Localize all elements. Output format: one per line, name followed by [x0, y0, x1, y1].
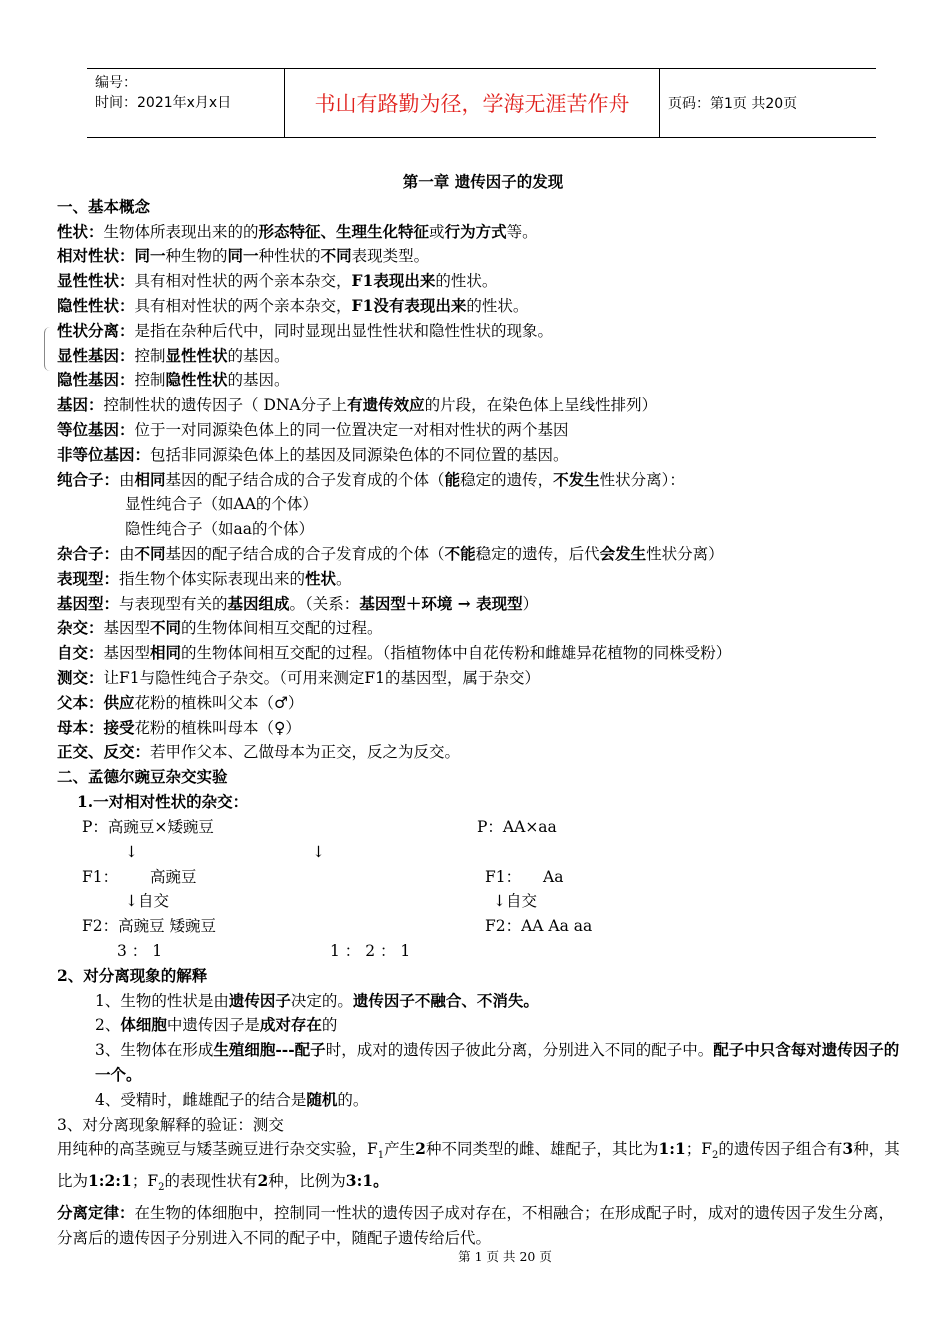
def-allele: 等位基因：位于一对同源染色体上的同一位置决定一对相对性状的两个基因: [57, 419, 569, 439]
cross-left-arrow: ↓: [125, 842, 138, 861]
def-male-parent: 父本：供应花粉的植株叫父本（♂）: [57, 692, 304, 712]
cross-right-ratio: 1 ： 2 ： 1: [330, 941, 411, 960]
verification-text: 用纯种的高茎豌豆与矮茎豌豆进行杂交实验，$F_1$产生2种不同类型的雌、雄配子，其比为1:1；$F_2$的遗传因子组合有3种，其比为1:2:1；$F_2$的表现性状有2种，比例为3:1。: [57, 1139, 900, 1194]
explanation-2: 2、体细胞中遗传因子是成对存在的: [95, 1015, 338, 1035]
header-motto: 书山有路勤为径，学海无涯苦作舟: [285, 69, 660, 137]
cross-left-ratio: 3 ： 1: [117, 941, 163, 960]
homozygote-recessive: 隐性纯合子（如aa的个体）: [125, 520, 314, 539]
number-label: 编号：: [95, 75, 137, 91]
def-genotype: 基因型：与表现型有关的基因组成。（关系：基因型＋环境 → 表现型）: [57, 593, 539, 613]
def-segregation: 性状分离：是指在杂种后代中，同时显现出显性性状和隐性性状的现象。: [57, 320, 554, 340]
def-recessive-gene: 隐性基因：控制隐性性状的基因。: [57, 370, 290, 390]
def-reciprocal-cross: 正交、反交：若甲作父本、乙做母本为正交，反之为反交。: [57, 742, 461, 762]
section-heading-1: 一、基本概念: [57, 196, 151, 216]
time-label: 时间：2021年x月x日: [95, 95, 232, 111]
cross-left-f1-value: 高豌豆: [150, 867, 197, 886]
def-trait: 性状：生物体所表现出来的的形态特征、生理生化特征或行为方式等。: [57, 221, 538, 241]
subheading-2: 2、对分离现象的解释: [57, 965, 208, 985]
cross-left-f1: F1：: [82, 867, 119, 886]
def-homozygote: 纯合子：由相同基因的配子结合成的合子发育成的个体（能稳定的遗传，不发生性状分离）：: [57, 469, 685, 489]
explanation-4: 4、受精时，雌雄配子的结合是随机的。: [95, 1089, 369, 1109]
explanation-1: 1、生物的性状是由遗传因子决定的。遗传因子不融合、不消失。: [95, 990, 539, 1010]
def-non-allele: 非等位基因：包括非同源染色体上的基因及同源染色体的不同位置的基因。: [57, 444, 569, 464]
document-body: [57, 170, 907, 1251]
def-dominant-trait: 显性性状：具有相对性状的两个亲本杂交，F1表现出来的性状。: [57, 271, 498, 291]
cross-left-self: ↓自交: [125, 891, 169, 910]
def-relative-trait: 相对性状：同一种生物的同一种性状的不同表现类型。: [57, 246, 430, 266]
subheading-3: 3、对分离现象解释的验证：测交: [57, 1115, 284, 1134]
cross-right-p: P：AA×aa: [477, 817, 557, 836]
section-heading-2: 二、孟德尔豌豆杂交实验: [57, 767, 228, 787]
def-phenotype: 表现型：指生物个体实际表现出来的性状。: [57, 568, 352, 588]
brace-symbol: [44, 327, 53, 371]
law-of-segregation: 分离定律：在生物的体细胞中，控制同一性状的遗传因子成对存在，不相融合；在形成配子时，成对的遗传因子发生分离，分离后的遗传因子分别进入不同的配子中，随配子遗传给后代。: [57, 1203, 895, 1247]
def-female-parent: 母本：接受花粉的植株叫母本（♀）: [57, 717, 301, 737]
header-meta: [87, 69, 285, 137]
def-cross: 杂交：基因型不同的生物体间相互交配的过程。: [57, 618, 383, 638]
cross-mid-arrow: ↓: [312, 842, 325, 861]
subheading-1: 1.一对相对性状的杂交：: [77, 791, 249, 811]
header-page-info: 页码：第1页 共20页: [668, 96, 798, 112]
cross-diagram: [57, 815, 907, 964]
def-gene: 基因：控制性状的遗传因子（ DNA分子上有遗传效应的片段，在染色体上呈线性排列）: [57, 395, 658, 415]
cross-right-f1-value: Aa: [543, 867, 564, 886]
cross-right-f1: F1：: [485, 867, 522, 886]
cross-right-f2: F2：AA Aa aa: [485, 916, 593, 935]
header-table: [87, 68, 876, 138]
homozygote-dominant: 显性纯合子（如AA的个体）: [125, 495, 318, 514]
def-selfing: 自交：基因型相同的生物体间相互交配的过程。（指植物体中自花传粉和雌雄异花植物的同株受粉）: [57, 643, 732, 663]
cross-right-self: ↓自交: [493, 891, 537, 910]
cross-left-f2: F2：高豌豆 矮豌豆: [82, 916, 217, 935]
chapter-title: 第一章 遗传因子的发现: [402, 172, 564, 191]
page-footer: 第 1 页 共 20 页: [458, 1249, 552, 1264]
def-heterozygote: 杂合子：由不同基因的配子结合成的合子发育成的个体（不能稳定的遗传，后代会发生性状分离）: [57, 543, 724, 563]
def-dominant-gene: 显性基因：控制显性性状的基因。: [57, 345, 290, 365]
cross-left-p: P：高豌豆×矮豌豆: [82, 817, 214, 836]
explanation-3: 3、生物体在形成生殖细胞---配子时，成对的遗传因子彼此分离，分别进入不同的配子中。配子中只含每对遗传因子的一个。: [95, 1040, 900, 1084]
def-testcross: 测交：让F1与隐性纯合子杂交。（可用来测定F1的基因型，属于杂交）: [57, 667, 541, 687]
def-recessive-trait: 隐性性状：具有相对性状的两个亲本杂交，F1没有表现出来的性状。: [57, 295, 529, 315]
